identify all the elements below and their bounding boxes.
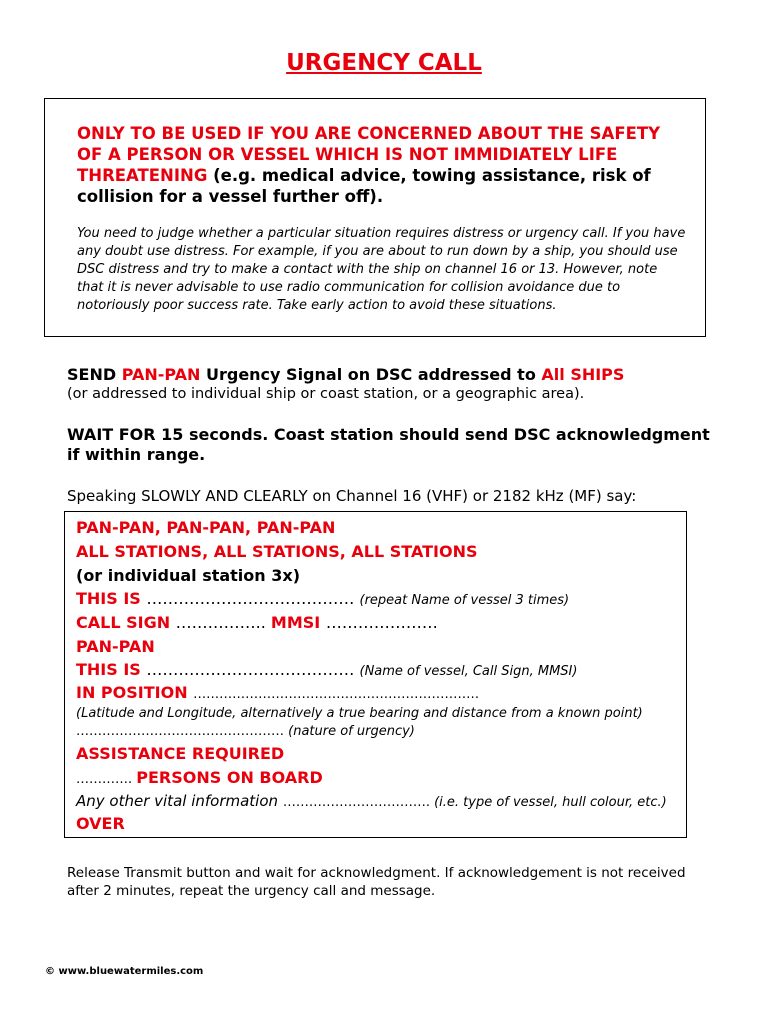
usage-condition	[77, 123, 677, 207]
this-is-2-label: THIS IS	[76, 660, 147, 679]
send-panpan: PAN-PAN	[121, 365, 201, 384]
release-instruction: Release Transmit button and wait for acknowledgment. If acknowledgement is not received after 2 minutes, repeat the urgency call and message.	[67, 865, 686, 899]
this-is-label: THIS IS	[76, 589, 147, 608]
script-line-position-note: (Latitude and Longitude, alternatively a true bearing and distance from a known point)	[76, 706, 643, 721]
send-text-2: Urgency Signal on DSC addressed to	[200, 365, 542, 384]
script-line-persons	[76, 768, 323, 787]
vital-info-text: Any other vital information	[76, 792, 283, 810]
usage-condition-examples: (e.g. medical advice, towing assistance, risk of collision for a vessel further off).	[77, 166, 651, 206]
mmsi-dots: …………………	[325, 613, 438, 632]
usage-condition-red: ONLY TO BE USED IF YOU ARE CONCERNED ABOUT THE SAFETY OF A PERSON OR VESSEL WHICH IS NOT IMMIDIATELY LIFE THREATENING	[77, 124, 661, 185]
script-line-in-position	[76, 683, 479, 702]
script-line-urgency	[76, 724, 415, 739]
usage-note-box	[44, 98, 706, 337]
script-line-all-stations: ALL STATIONS, ALL STATIONS, ALL STATIONS	[76, 542, 478, 561]
script-line-this-is	[76, 589, 569, 608]
script-line-over: OVER	[76, 814, 125, 833]
script-line-panpan-2: PAN-PAN	[76, 637, 155, 656]
in-position-label: IN POSITION	[76, 683, 194, 702]
persons-label: PERSONS ON BOARD	[136, 768, 323, 787]
call-sign-label: CALL SIGN	[76, 613, 176, 632]
urgency-note: (nature of urgency)	[288, 724, 415, 739]
this-is-dots: …………………………………	[146, 589, 355, 608]
call-sign-dots: ……………..	[175, 613, 271, 632]
this-is-note: (repeat Name of vessel 3 times)	[359, 593, 570, 608]
page-title: URGENCY CALL	[286, 50, 482, 76]
persons-dots: ………….	[76, 772, 137, 787]
footer-copyright: © www.bluewatermiles.com	[45, 966, 204, 977]
speak-instruction: Speaking SLOWLY AND CLEARLY on Channel 16 (VHF) or 2182 kHz (MF) say:	[67, 487, 637, 505]
in-position-dots: …………………………………………………………	[193, 687, 480, 702]
script-line-individual: (or individual station 3x)	[76, 566, 301, 585]
mmsi-label: MMSI	[270, 613, 326, 632]
radio-script-box	[64, 511, 687, 838]
send-subnote: (or addressed to individual ship or coast station, or a geographic area).	[67, 386, 585, 402]
usage-guidance: You need to judge whether a particular situation requires distress or urgency call. If you have any doubt use distress. For example, if you are about to run down by a ship, you should use DSC distress and try to make a contact with the ship on channel 16 or 13. However, note that it is never advisable to use radio communication for collision avoidance due to notoriously poor success rate. Take early action to avoid these situations.	[77, 226, 686, 313]
wait-instruction: WAIT FOR 15 seconds. Coast station should send DSC acknowledgment if within range.	[67, 425, 710, 464]
script-line-this-is-2	[76, 660, 577, 679]
script-line-vital-info	[76, 791, 667, 810]
script-line-assistance: ASSISTANCE REQUIRED	[76, 744, 285, 763]
send-instruction	[67, 365, 624, 384]
vital-info-note: (i.e. type of vessel, hull colour, etc.)	[434, 795, 667, 810]
vital-info-dots: …………………………….	[282, 795, 435, 810]
this-is-2-note: (Name of vessel, Call Sign, MMSI)	[359, 664, 578, 679]
send-text-1: SEND	[67, 365, 122, 384]
urgency-dots: …………………………………………	[76, 724, 289, 739]
send-all-ships: All SHIPS	[541, 365, 625, 384]
script-line-call-sign	[76, 613, 438, 632]
script-line-panpan: PAN-PAN, PAN-PAN, PAN-PAN	[76, 518, 336, 537]
this-is-2-dots: …………………………………	[146, 660, 355, 679]
